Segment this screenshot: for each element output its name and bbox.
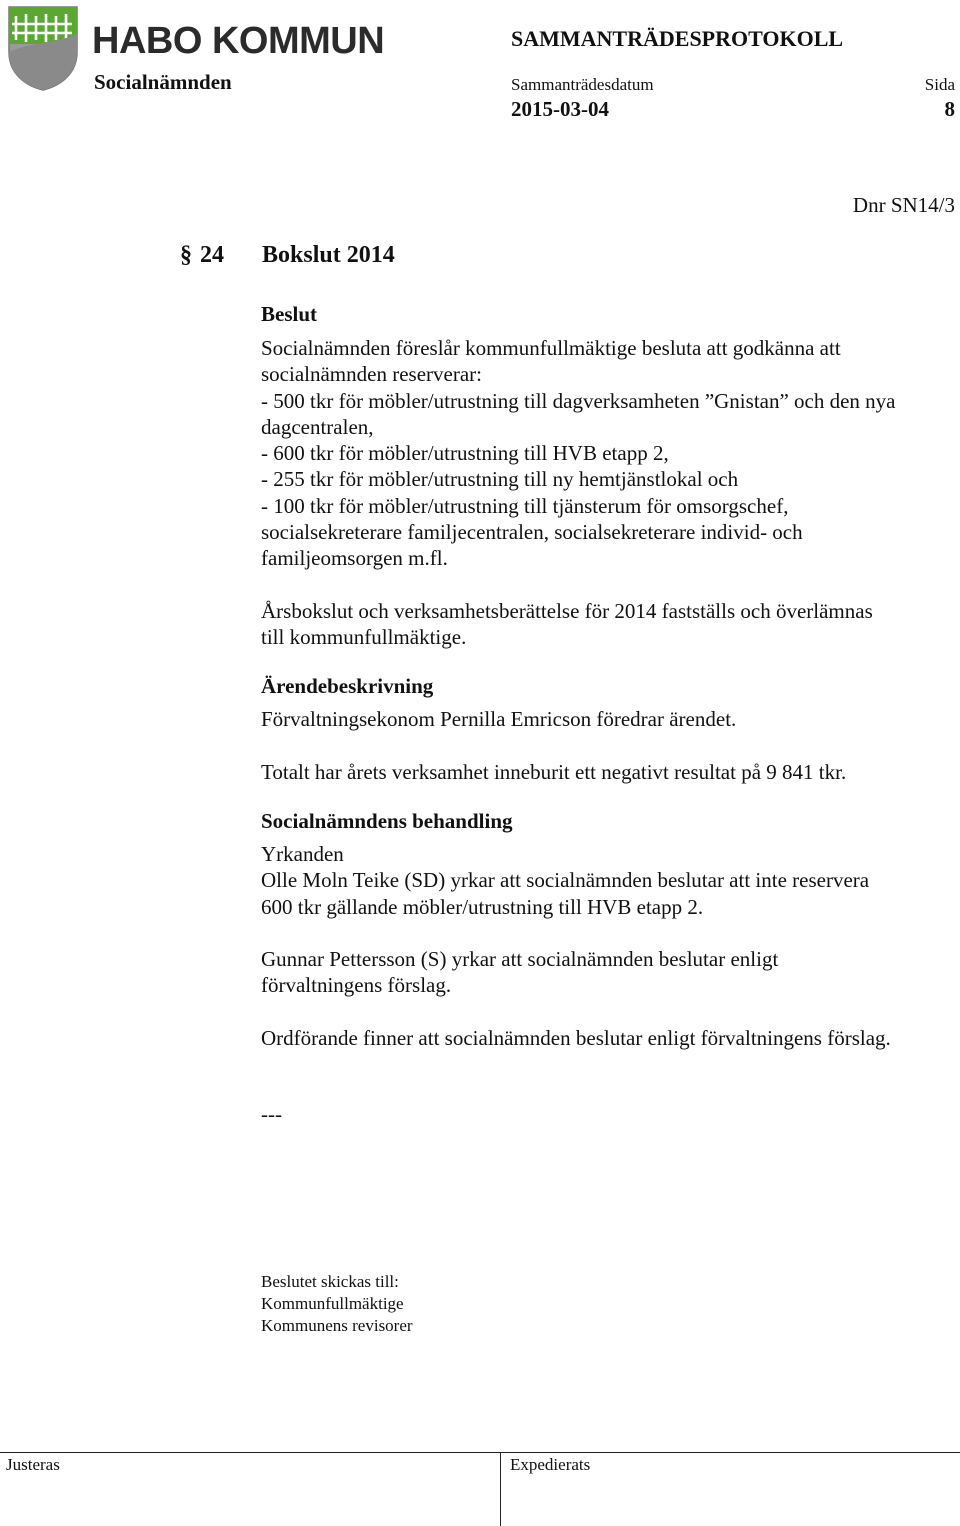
behandling-heading: Socialnämndens behandling bbox=[261, 809, 513, 833]
text-line: Gunnar Pettersson (S) yrkar att socialnämnden beslutar enligt bbox=[261, 947, 779, 971]
text-line: - 500 tkr för möbler/utrustning till dagverksamheten ”Gnistan” och den nya bbox=[261, 388, 896, 413]
brand-name: HABO KOMMUN bbox=[92, 20, 385, 62]
distribution-heading: Beslutet skickas till: bbox=[261, 1272, 399, 1291]
expedierats-label: Expedierats bbox=[510, 1455, 591, 1474]
text-line: familjeomsorgen m.fl. bbox=[261, 546, 448, 571]
page-label: Sida bbox=[924, 75, 955, 94]
yrkanden-paragraph bbox=[261, 841, 869, 920]
meeting-date-value: 2015-03-04 bbox=[511, 97, 609, 121]
justeras-label: Justeras bbox=[6, 1455, 60, 1474]
section-heading bbox=[180, 242, 395, 269]
arendebeskrivning-text-2: Totalt har årets verksamhet inneburit ett negativt resultat på 9 841 tkr. bbox=[261, 760, 847, 784]
text-line: - 100 tkr för möbler/utrustning till tjänsterum för omsorgschef, bbox=[261, 493, 789, 518]
gunnar-paragraph bbox=[261, 946, 778, 999]
text-line: 600 tkr gällande möbler/utrustning till HVB etapp 2. bbox=[261, 894, 704, 919]
beslut-text bbox=[261, 335, 896, 572]
text-line: - 600 tkr för möbler/utrustning till HVB etapp 2, bbox=[261, 441, 669, 466]
distribution-list bbox=[261, 1271, 413, 1337]
section-symbol: § bbox=[180, 242, 192, 268]
habo-kommun-logo-icon bbox=[6, 4, 80, 92]
ordforande-paragraph: Ordförande finner att socialnämnden beslutar enligt förvaltningens förslag. bbox=[261, 1026, 891, 1050]
text-line: förvaltningens förslag. bbox=[261, 973, 452, 998]
text-line: socialsekreterare familjecentralen, socialsekreterare individ- och bbox=[261, 520, 803, 545]
text-line: Olle Moln Teike (SD) yrkar att socialnämnden beslutar att inte reservera bbox=[261, 868, 870, 893]
committee-name: Socialnämnden bbox=[94, 70, 232, 94]
meeting-date-label: Sammanträdesdatum bbox=[511, 75, 654, 94]
text-line: Socialnämnden föreslår kommunfullmäktige besluta att godkänna att bbox=[261, 336, 841, 360]
distribution-recipient: Kommunens revisorer bbox=[261, 1316, 413, 1335]
document-title: SAMMANTRÄDESPROTOKOLL bbox=[511, 26, 844, 51]
text-line: dagcentralen, bbox=[261, 414, 374, 439]
distribution-recipient: Kommunfullmäktige bbox=[261, 1294, 404, 1313]
text-line: Yrkanden bbox=[261, 842, 344, 866]
text-line: socialnämnden reserverar: bbox=[261, 362, 482, 387]
beslut-paragraph-2 bbox=[261, 598, 873, 651]
text-line: - 255 tkr för möbler/utrustning till ny hemtjänstlokal och bbox=[261, 467, 739, 492]
footer-column-divider bbox=[500, 1452, 501, 1526]
section-number: 24 bbox=[200, 242, 224, 268]
arendebeskrivning-heading: Ärendebeskrivning bbox=[261, 674, 434, 698]
diary-number: Dnr SN14/3 bbox=[852, 193, 955, 217]
footer-divider bbox=[0, 1452, 960, 1453]
page-number: 8 bbox=[944, 97, 955, 121]
text-line: till kommunfullmäktige. bbox=[261, 625, 467, 650]
section-title: Bokslut 2014 bbox=[262, 242, 395, 268]
beslut-heading: Beslut bbox=[261, 302, 318, 326]
text-line: Årsbokslut och verksamhetsberättelse för 2014 fastställs och överlämnas bbox=[261, 599, 873, 623]
arendebeskrivning-text-1: Förvaltningsekonom Pernilla Emricson föredrar ärendet. bbox=[261, 707, 737, 731]
separator: --- bbox=[261, 1102, 282, 1126]
